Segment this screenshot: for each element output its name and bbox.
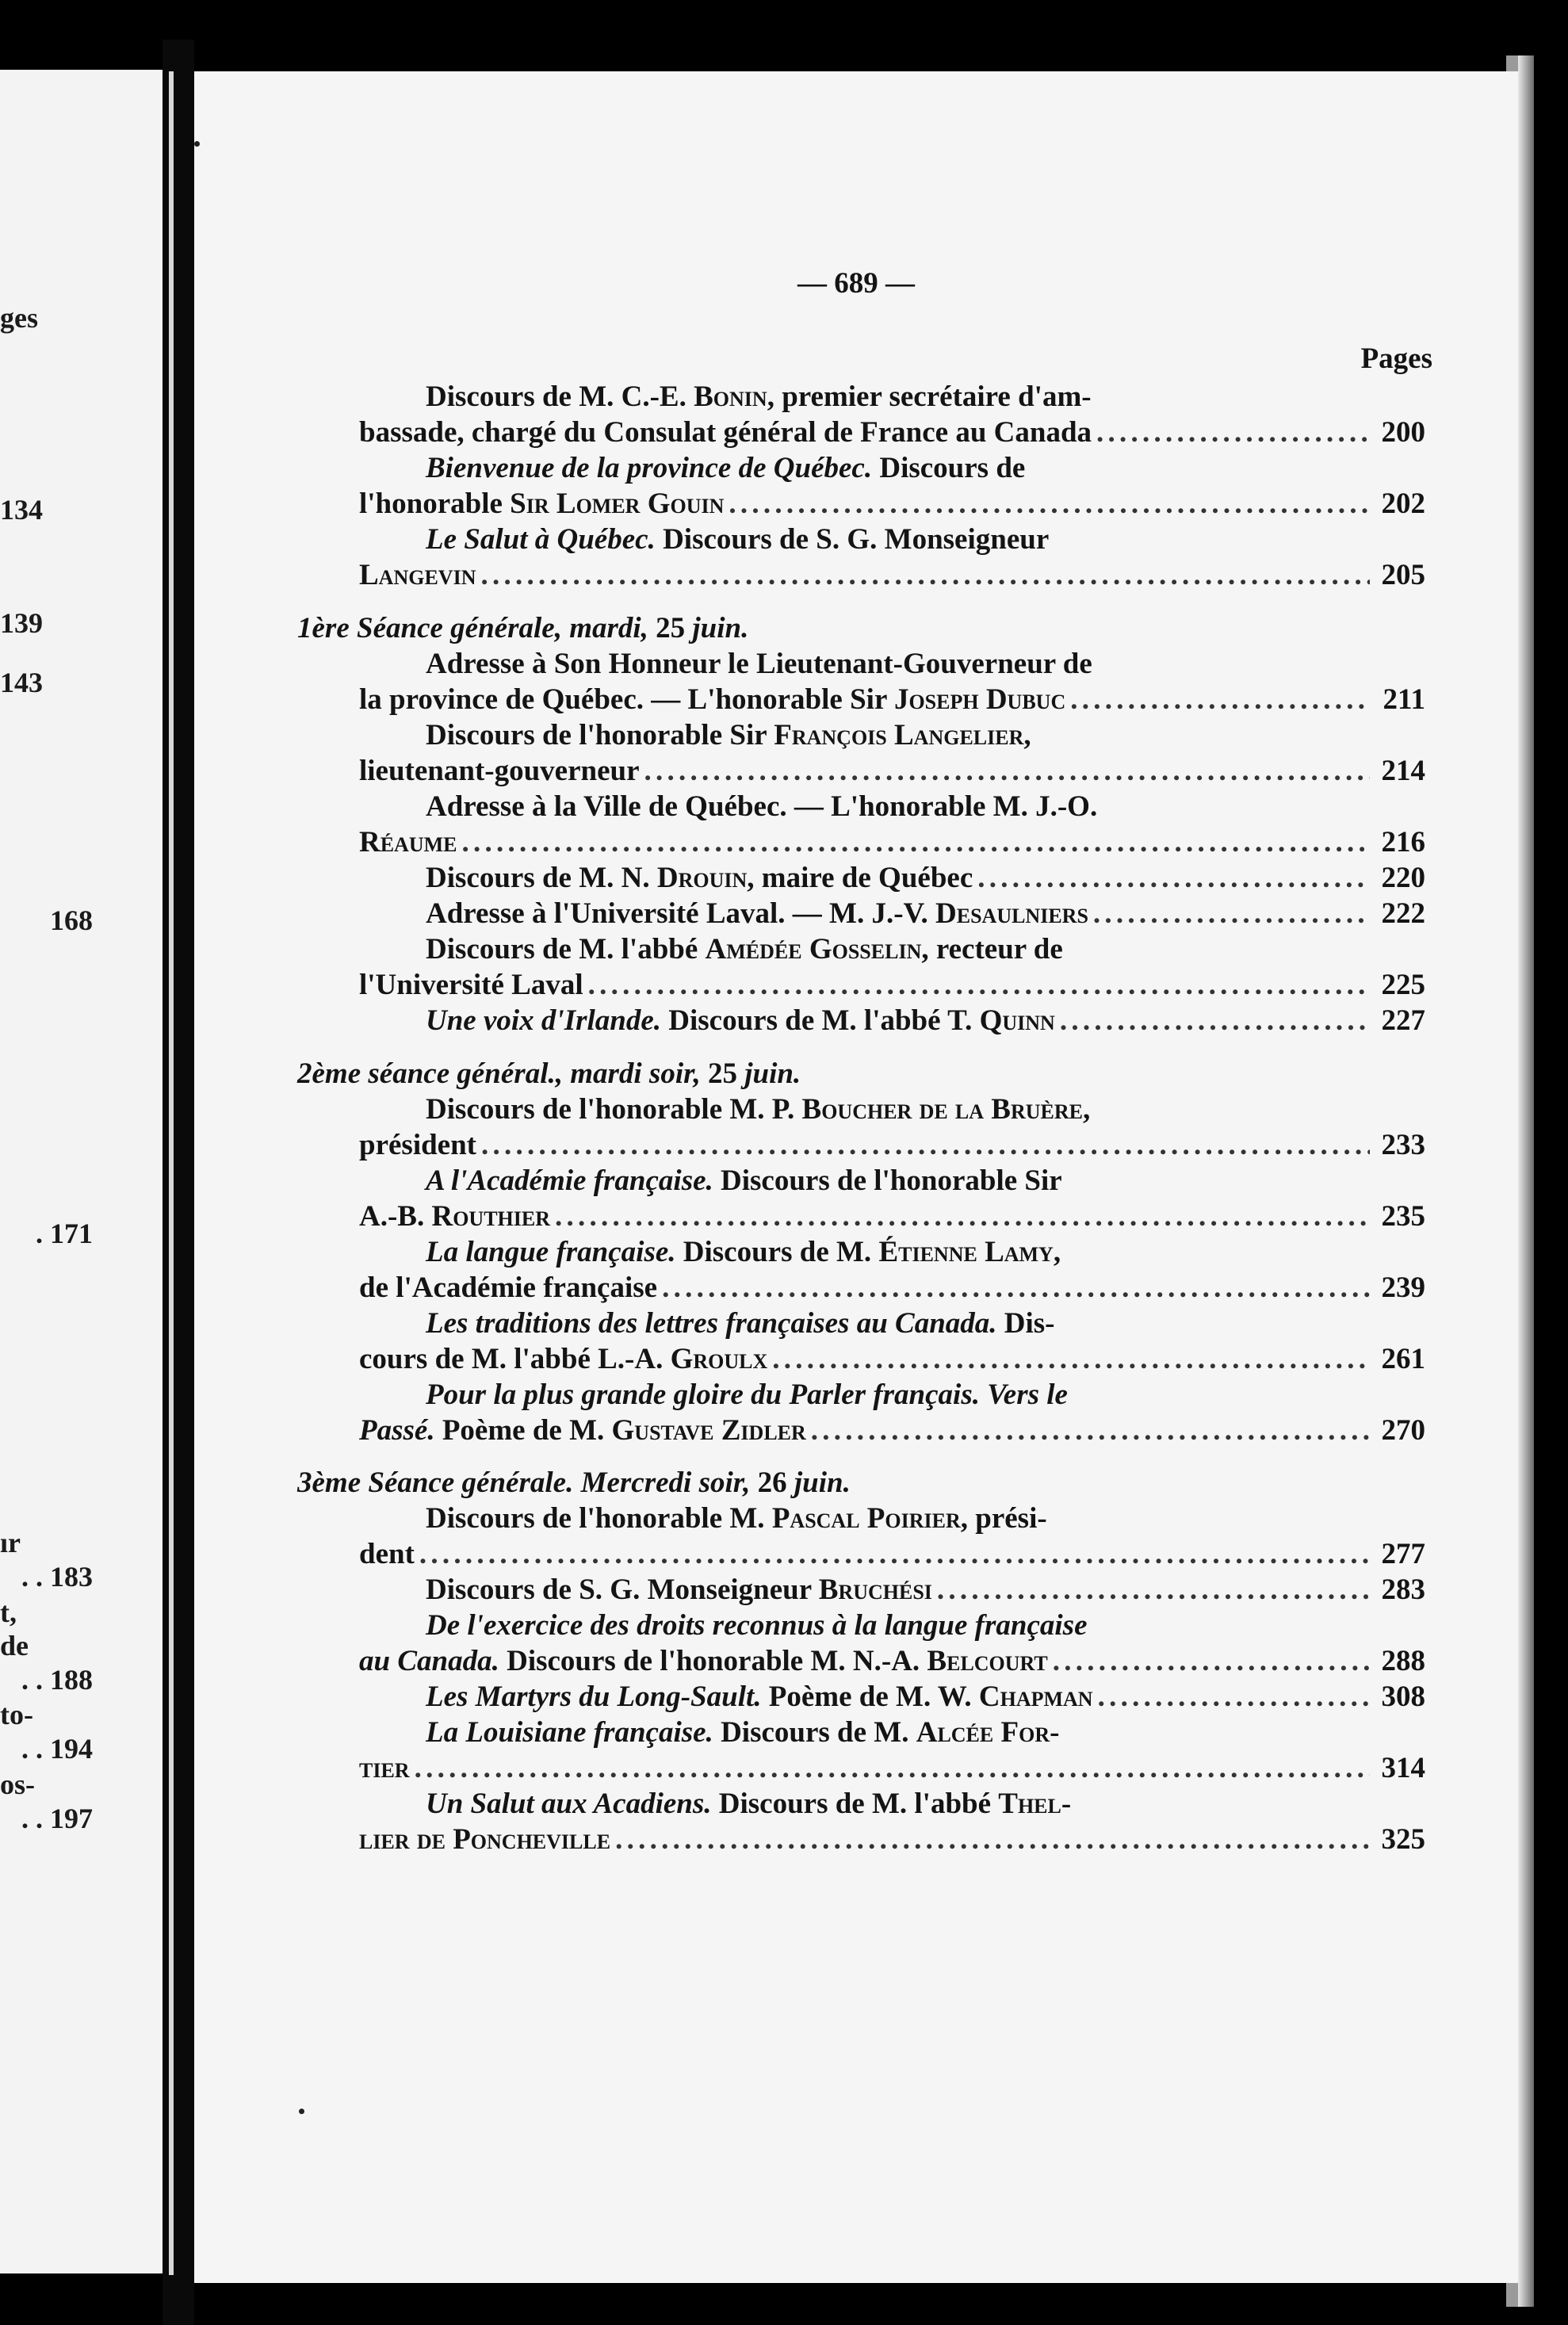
section-heading: 3ème Séance générale. Mercredi soir, 26 juin. — [297, 1467, 851, 1499]
toc-line: Pour la plus grande gloire du Parler français. Vers le — [426, 1379, 1068, 1411]
toc-line: Discours de l'honorable Sir François Langelier, — [426, 719, 1031, 751]
page-ref: 214 — [1381, 755, 1425, 787]
toc-line: Discours de M. l'abbé Amédée Gosselin, recteur de — [426, 933, 1063, 966]
page-ref: 222 — [1381, 897, 1425, 930]
page-ref: 277 — [1381, 1538, 1425, 1570]
toc-line: l'honorable Sir Lomer Gouin . . . 202 — [359, 486, 1425, 522]
toc-line: au Canada. Discours de l'honorable M. N.-A. Belcourt . . . 288 — [359, 1643, 1425, 1679]
toc-line: Un Salut aux Acadiens. Discours de M. l'abbé Thel- — [426, 1788, 1072, 1820]
toc-line: Discours de M. N. Drouin, maire de Québec . . . 220 — [359, 860, 1425, 896]
toc-line: Langevin . . . 205 — [359, 557, 1425, 593]
page-ref: 288 — [1381, 1645, 1425, 1677]
speck — [194, 141, 200, 147]
page-ref: 225 — [1381, 969, 1425, 1001]
toc-line: de l'Académie française . . . 239 — [359, 1270, 1425, 1306]
toc-line: Bienvenue de la province de Québec. Discours de — [426, 452, 1026, 484]
page-ref: 235 — [1381, 1200, 1425, 1233]
toc-line: lieutenant-gouverneur . . . 214 — [359, 753, 1425, 789]
page-ref: 325 — [1381, 1823, 1425, 1856]
page-ref: 270 — [1381, 1414, 1425, 1447]
left-page-fragment: . . 197 — [21, 1803, 93, 1834]
toc-line: A l'Académie française. Discours de l'honorable Sir — [426, 1164, 1062, 1197]
left-page-fragment: os- — [0, 1769, 35, 1800]
left-page-fragment: 134 — [0, 494, 43, 526]
page-ref: 308 — [1381, 1681, 1425, 1713]
page-ref: 202 — [1381, 488, 1425, 520]
toc-line: président . . . 233 — [359, 1127, 1425, 1163]
page-ref: 216 — [1381, 826, 1425, 858]
toc-line: bassade, chargé du Consulat général de France au Canada . . . 200 — [359, 415, 1425, 450]
toc-line: Le Salut à Québec. Discours de S. G. Monseigneur — [426, 523, 1050, 556]
toc-line: l'Université Laval . . . 225 — [359, 967, 1425, 1003]
toc-line: Les Martyrs du Long-Sault. Poème de M. W. Chapman . . . 308 — [359, 1679, 1425, 1715]
left-page-fragment: 143 — [0, 667, 43, 698]
toc-line: La langue française. Discours de M. Étienne Lamy, — [426, 1236, 1061, 1268]
toc-line: Adresse à la Ville de Québec. — L'honorable M. J.-O. — [426, 790, 1098, 823]
right-page-shadow — [1518, 55, 1534, 2307]
left-page-fragment: de — [0, 1630, 29, 1662]
toc-line: Une voix d'Irlande. Discours de M. l'abbé T. Quinn . . . 227 — [359, 1003, 1425, 1038]
book-gutter — [163, 40, 194, 2325]
toc-line: lier de Poncheville . . . 325 — [359, 1822, 1425, 1857]
toc-line: Les traditions des lettres françaises au Canada. Dis- — [426, 1307, 1055, 1340]
page-ref: 200 — [1381, 416, 1425, 449]
left-page-fragment: ır — [0, 1527, 21, 1558]
toc-line: Réaume . . . 216 — [359, 824, 1425, 860]
page-ref: 239 — [1381, 1271, 1425, 1304]
left-page-fragment: 168 — [50, 904, 93, 936]
gutter-edge — [169, 71, 174, 2275]
page-ref: 220 — [1381, 862, 1425, 894]
main-page — [194, 71, 1518, 2283]
page-ref: 205 — [1381, 559, 1425, 591]
toc-line: Discours de M. C.-E. Bonin, premier secrétaire d'am- — [426, 380, 1092, 413]
page-number: — 689 — — [797, 267, 915, 300]
toc-line: cours de M. l'abbé L.-A. Groulx . . . 261 — [359, 1341, 1425, 1377]
section-heading: 2ème séance général., mardi soir, 25 juin. — [297, 1057, 801, 1090]
toc-line: tier . . . 314 — [359, 1750, 1425, 1786]
left-page-fragment: to- — [0, 1699, 33, 1730]
left-facing-page — [0, 70, 163, 2273]
page-ref: 211 — [1383, 683, 1425, 716]
page-ref: 227 — [1381, 1004, 1425, 1037]
left-page-fragment: ges — [0, 302, 38, 334]
toc-line: Discours de l'honorable M. Pascal Poirier, prési- — [426, 1502, 1047, 1535]
toc-line: Discours de S. G. Monseigneur Bruchési . . . 283 — [359, 1572, 1425, 1608]
toc-line: De l'exercice des droits reconnus à la langue française — [426, 1609, 1088, 1642]
toc-line: Adresse à l'Université Laval. — M. J.-V. Desaulniers . . . 222 — [359, 896, 1425, 931]
left-page-fragment: . . 194 — [21, 1733, 93, 1765]
page-ref: 261 — [1381, 1343, 1425, 1375]
left-page-fragment: t, — [0, 1597, 17, 1628]
toc-line: Passé. Poème de M. Gustave Zidler . . . 270 — [359, 1413, 1425, 1448]
page-ref: 314 — [1381, 1752, 1425, 1784]
page-ref: 283 — [1381, 1574, 1425, 1606]
left-page-fragment: . . 188 — [21, 1664, 93, 1696]
left-page-fragment: 139 — [0, 607, 43, 639]
page-ref: 233 — [1381, 1129, 1425, 1161]
toc-line: Adresse à Son Honneur le Lieutenant-Gouverneur de — [426, 648, 1092, 680]
toc-line: A.-B. Routhier . . . 235 — [359, 1199, 1425, 1234]
section-heading: 1ère Séance générale, mardi, 25 juin. — [297, 612, 749, 644]
left-page-fragment: . . 183 — [21, 1561, 93, 1593]
toc-line: dent . . . 277 — [359, 1536, 1425, 1572]
toc-line: la province de Québec. — L'honorable Sir Joseph Dubuc . . . 211 — [359, 682, 1425, 717]
toc-line: Discours de l'honorable M. P. Boucher de la Bruère, — [426, 1093, 1091, 1126]
pages-column-label: Pages — [1360, 342, 1432, 375]
left-page-fragment: . 171 — [36, 1218, 93, 1249]
speck — [299, 2109, 304, 2114]
toc-line: La Louisiane française. Discours de M. Alcée For- — [426, 1716, 1060, 1749]
